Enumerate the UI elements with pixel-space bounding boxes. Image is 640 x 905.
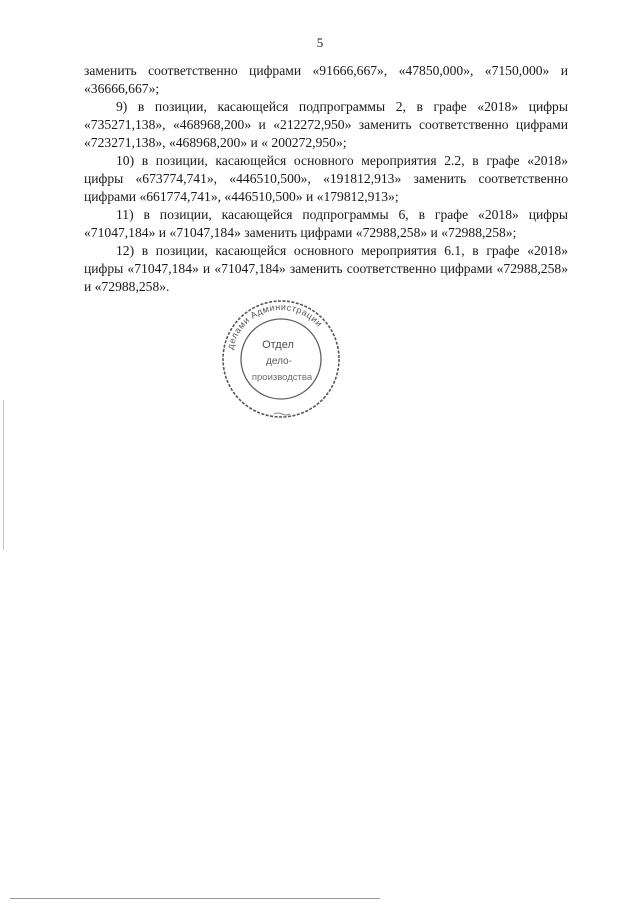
document-body (84, 62, 568, 296)
stamp-center-line-3: производства (251, 372, 313, 383)
scan-edge-line-bottom (10, 898, 380, 899)
paragraph-item-10: 10) в позиции, касающейся основного мероприятия 2.2, в графе «2018» цифры «673774,741», «446510,500», «191812,913» заменить соответственно цифрами «661774,741», «446510,500» и «179812,913»; (84, 153, 568, 204)
stamp-center-line-1: Отдел (262, 339, 294, 351)
stamp-seal-image (218, 296, 344, 422)
paragraph-item-12: 12) в позиции, касающейся основного мероприятия 6.1, в графе «2018» цифры «71047,184» и «71047,184» заменить соответственно цифрами «72988,258» и «72988,258». (84, 243, 568, 294)
stamp-center-line-2: дело- (266, 356, 292, 367)
office-stamp (218, 296, 344, 422)
paragraph-item-11: 11) в позиции, касающейся подпрограммы 6, в графе «2018» цифры «71047,184» и «71047,184» заменить цифрами «72988,258» и «72988,258»; (84, 207, 568, 240)
paragraph-item-9: 9) в позиции, касающейся подпрограммы 2, в графе «2018» цифры «735271,138», «468968,200» и «212272,950» заменить соответственно цифрами «723271,138», «468968,200» и « 200272,950»; (84, 99, 568, 150)
stamp-ring-text: делами Администрации (225, 301, 325, 351)
paragraph-item-8-continuation: заменить соответственно цифрами «91666,667», «47850,000», «7150,000» и «36666,667»; (84, 63, 568, 96)
scan-edge-line-left (3, 400, 4, 550)
page-number: 5 (316, 35, 324, 50)
